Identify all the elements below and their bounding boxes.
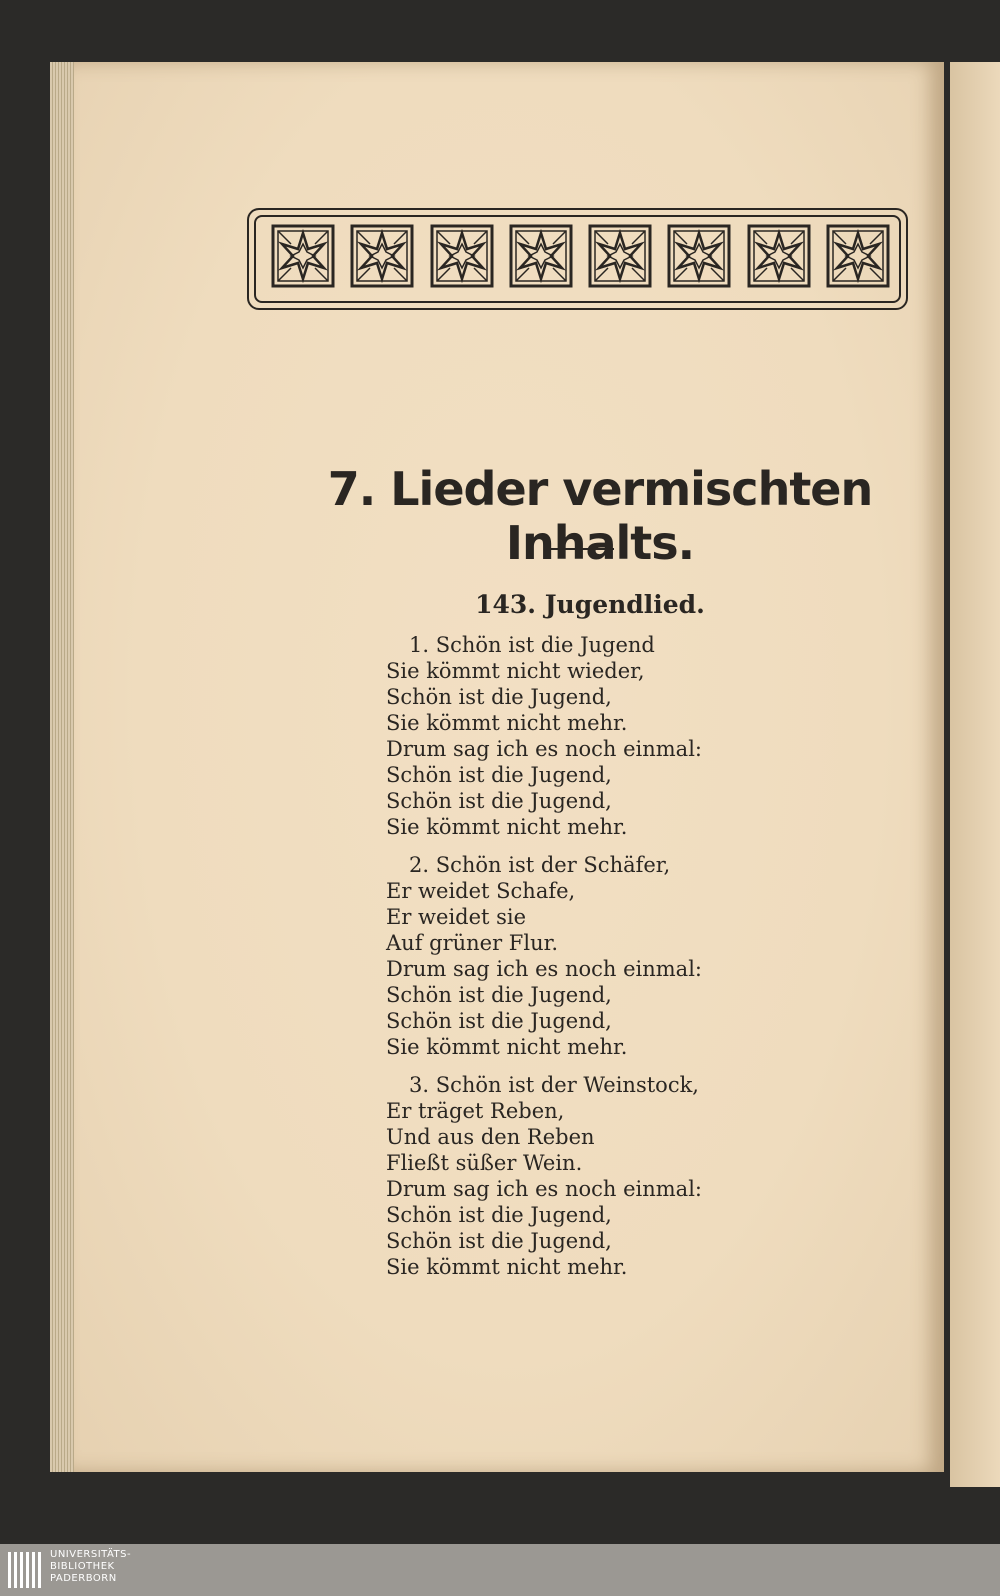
lyric-line: Sie kömmt nicht mehr.	[386, 815, 628, 839]
ornament-star-tile	[826, 224, 890, 288]
ornament-star-tile	[350, 224, 414, 288]
ornament-tile-row	[271, 224, 890, 288]
lyric-line: Er weidet sie	[386, 905, 527, 929]
ornament-star-tile	[509, 224, 573, 288]
lyric-line: 1. Schön ist die Jugend	[409, 633, 655, 657]
facing-page-edge	[950, 62, 1000, 1487]
stanza-3	[386, 1072, 906, 1280]
lyric-line: Schön ist die Jugend,	[386, 983, 612, 1007]
lyric-line: Schön ist die Jugend,	[386, 685, 612, 709]
lyric-line: Und aus den Reben	[386, 1125, 595, 1149]
lyric-line: 2. Schön ist der Schäfer,	[409, 853, 671, 877]
lyric-line: Schön ist die Jugend,	[386, 789, 612, 813]
lyric-line: Er träget Reben,	[386, 1099, 565, 1123]
song-title: 143. Jugendlied.	[475, 590, 705, 619]
lyric-line: Drum sag ich es noch einmal:	[386, 957, 702, 981]
lyric-line: Drum sag ich es noch einmal:	[386, 737, 702, 761]
chapter-title: 7. Lieder vermischten Inhalts.	[327, 462, 873, 570]
lyric-line: Auf grüner Flur.	[386, 931, 559, 955]
logo-line: PADERBORN	[50, 1573, 117, 1584]
lyric-line: Sie kömmt nicht mehr.	[386, 1035, 628, 1059]
logo-line: BIBLIOTHEK	[50, 1561, 115, 1572]
lyric-line: Sie kömmt nicht wieder,	[386, 659, 645, 683]
ornament-star-tile	[747, 224, 811, 288]
lyric-line: Schön ist die Jugend,	[386, 1009, 612, 1033]
title-divider	[544, 548, 614, 550]
ornament-star-tile	[588, 224, 652, 288]
lyric-line: Sie kömmt nicht mehr.	[386, 711, 628, 735]
library-logo-text	[50, 1549, 131, 1585]
ornament-star-tile	[430, 224, 494, 288]
ornament-star-tile	[667, 224, 731, 288]
lyric-line: Er weidet Schafe,	[386, 879, 576, 903]
library-logo-icon	[6, 1548, 46, 1592]
lyric-line: Schön ist die Jugend,	[386, 1203, 612, 1227]
lyric-line: Schön ist die Jugend,	[386, 1229, 612, 1253]
song-lyrics	[386, 632, 906, 1292]
library-footer-bar	[0, 1544, 1000, 1596]
ornament-star-tile	[271, 224, 335, 288]
ornamental-header-border	[247, 208, 908, 310]
lyric-line: 3. Schön ist der Weinstock,	[409, 1073, 699, 1097]
lyric-line: Fließt süßer Wein.	[386, 1151, 583, 1175]
stanza-2	[386, 852, 906, 1060]
lyric-line: Schön ist die Jugend,	[386, 763, 612, 787]
lyric-line: Drum sag ich es noch einmal:	[386, 1177, 702, 1201]
lyric-line: Sie kömmt nicht mehr.	[386, 1255, 628, 1279]
stanza-1	[386, 632, 906, 840]
logo-line: UNIVERSITÄTS-	[50, 1549, 132, 1560]
